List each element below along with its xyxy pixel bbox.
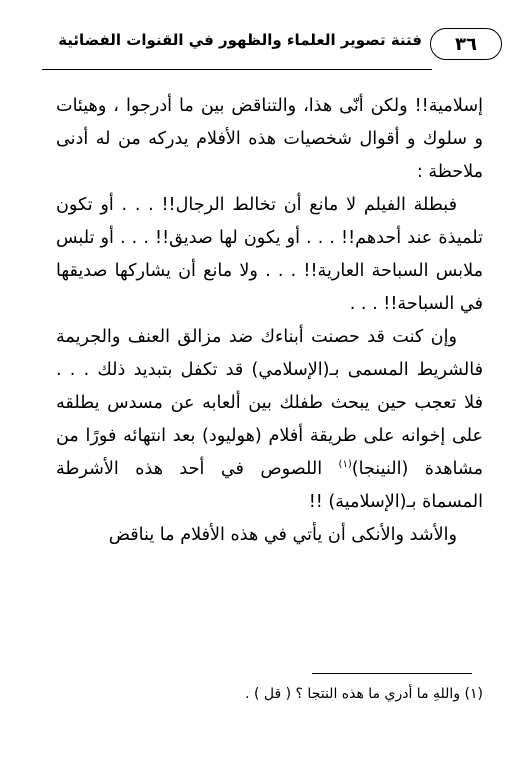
paragraph-2: فبطلة الفيلم لا مانع أن تخالط الرجال!! . . . أو تكون تلميذة عند أحدهم!! . . . أو يكون لها صديق!! . . . أو تلبس ملابس السباحة العارية!! . . . ولا مانع أن يشاركها صديقها في السباحة!! . . . bbox=[56, 195, 483, 314]
paragraph-4: والأشد والأنكى أن يأتي في هذه الأفلام ما يناقض bbox=[108, 525, 457, 545]
paragraph-3-text-b: اللصوص في أحد هذه الأشرطة المسماة بـ(الإسلامية) !! bbox=[56, 459, 483, 512]
footnote: (١) واللهِ ما أدري ما هذه النتجا ؟ ( قل ) . bbox=[245, 686, 483, 702]
footnote-marker[interactable]: (١) bbox=[338, 459, 352, 471]
paragraph-3 bbox=[56, 321, 483, 519]
paragraph-3-text-a: وإن كنت قد حصنت أبناءك ضد مزالق العنف والجريمة فالشريط المسمى بـ(الإسلامي) قد تكفل بتبديد ذلك . . . فلا تعجب حين يبحث طفلك بين ألعابه عن مسدس يطلقه على إخوانه على طريقة أفلام (هوليود) بعد انتهائه فورًا من مشاهدة (النينجا) bbox=[56, 327, 483, 479]
page-header bbox=[0, 26, 517, 70]
header-divider bbox=[42, 69, 432, 70]
running-title: فتنة تصوير العلماء والظهور في القنوات الفضائية bbox=[58, 31, 422, 49]
page-number: ٣٦ bbox=[430, 28, 502, 60]
paragraph-1: إسلامية!! ولكن أنّى هذا، والتناقض بين ما أدرجوا ، وهيئات و سلوك و أقوال شخصيات هذه الأفلام يدركه من له أدنى ملاحظة : bbox=[56, 96, 483, 182]
footnote-divider bbox=[312, 673, 472, 674]
main-text bbox=[56, 90, 483, 552]
